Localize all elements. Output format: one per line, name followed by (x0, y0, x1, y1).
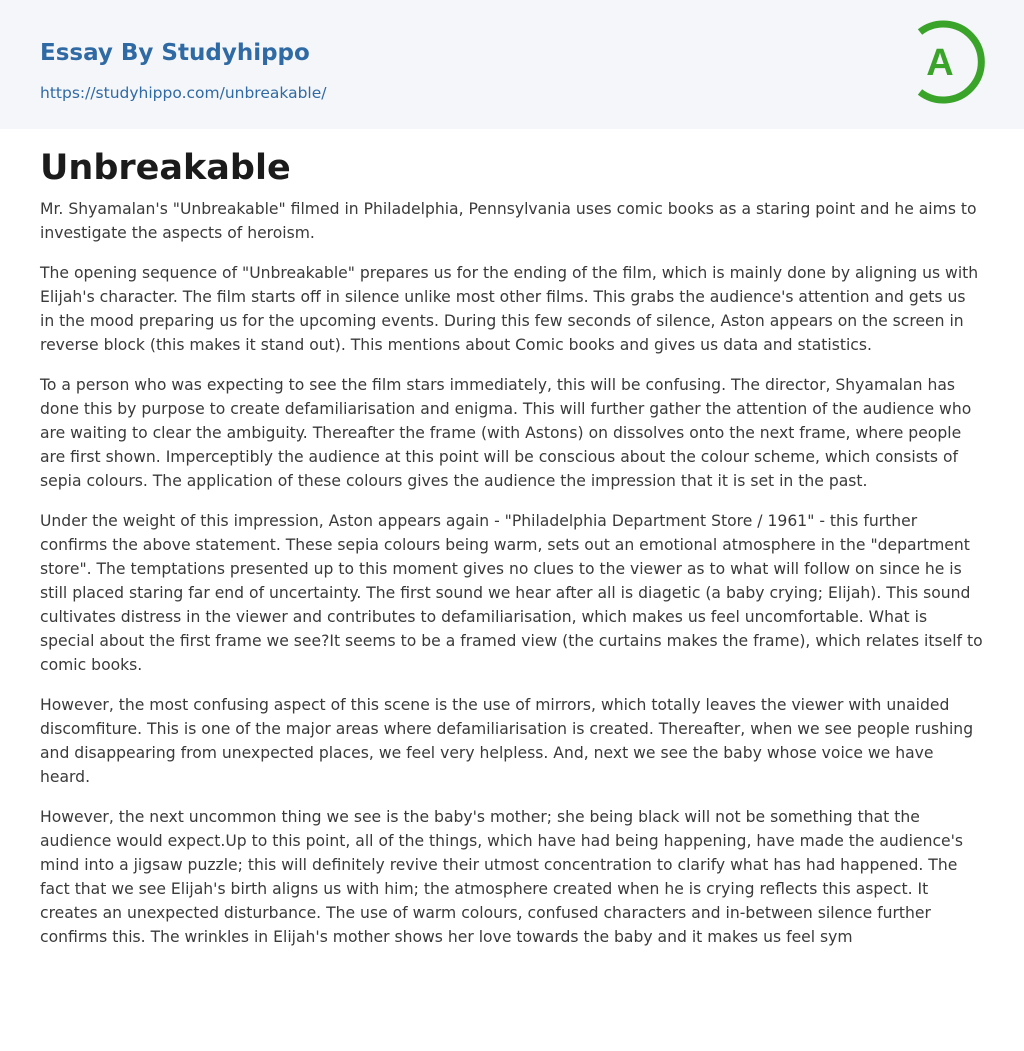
article-paragraph: However, the most confusing aspect of this scene is the use of mirrors, which totally leaves the viewer with unaided discomfiture. This is one of the major areas where defamiliarisation is created. Thereafter, when we see people rushing and disappearing from unexpected places, we feel very helpless. And, next we see the baby whose voice we have heard. (40, 696, 974, 786)
article-paragraph: Under the weight of this impression, Aston appears again - "Philadelphia Department Store / 1961" - this further confirms the above statement. These sepia colours being warm, sets out an emotional atmosphere in the "department store". The temptations presented up to this moment gives no clues to the viewer as to what will follow on since he is still placed staring far end of uncertainty. The first sound we hear after all is diagetic (a baby crying; Elijah). This sound cultivates distress in the viewer and contributes to defamiliarisation, which makes us feel uncomfortable. What is special about the first frame we see?It seems to be a framed view (the curtains makes the frame), which relates itself to comic books. (40, 512, 983, 674)
site-header (0, 0, 1024, 129)
studyhippo-logo-icon[interactable] (908, 18, 988, 106)
article (0, 147, 1024, 949)
article-paragraph: However, the next uncommon thing we see is the baby's mother; she being black will not be something that the audience would expect.Up to this point, all of the things, which have had being happening, have made the audience's mind into a jigsaw puzzle; this will definitely revive their utmost concentration to clarify what has had happened. The fact that we see Elijah's birth aligns us with him; the atmosphere created when he is crying reflects this aspect. It creates an unexpected disturbance. The use of warm colours, confused characters and in-between silence further confirms this. The wrinkles in Elijah's mother shows her love towards the baby and it makes us feel sym (40, 808, 964, 946)
article-title: Unbreakable (40, 148, 291, 188)
article-paragraph: The opening sequence of "Unbreakable" prepares us for the ending of the film, which is mainly done by aligning us with Elijah's character. The film starts off in silence unlike most other films. This grabs the audience's attention and gets us in the mood preparing us for the upcoming events. During this few seconds of silence, Aston appears on the screen in reverse block (this makes it stand out). This mentions about Comic books and gives us data and statistics. (40, 264, 979, 354)
article-paragraph: Mr. Shyamalan's "Unbreakable" filmed in Philadelphia, Pennsylvania uses comic books as a staring point and he aims to investigate the aspects of heroism. (40, 200, 977, 242)
site-title: Essay By Studyhippo (40, 40, 310, 66)
article-paragraph: To a person who was expecting to see the film stars immediately, this will be confusing. The director, Shyamalan has done this by purpose to create defamiliarisation and enigma. This will further gather the attention of the audience who are waiting to clear the ambiguity. Thereafter the frame (with Astons) on dissolves onto the next frame, where people are first shown. Imperceptibly the audience at this point will be conscious about the colour scheme, which consists of sepia colours. The application of these colours gives the audience the impression that it is set in the past. (40, 376, 972, 490)
site-url-link[interactable]: https://studyhippo.com/unbreakable/ (40, 84, 327, 102)
logo-letter: A (926, 42, 954, 84)
